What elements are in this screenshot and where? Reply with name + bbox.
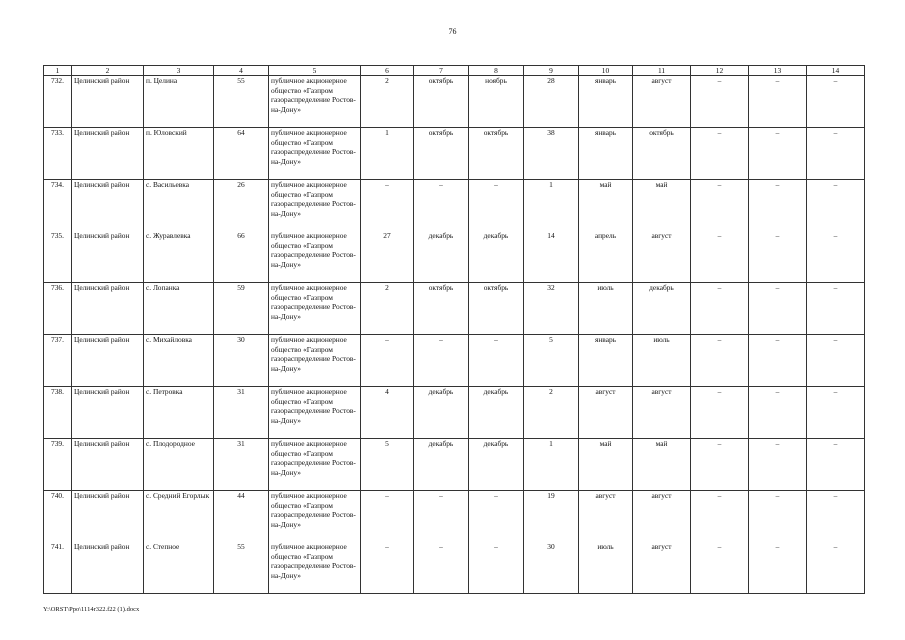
column-header: 3: [144, 66, 214, 76]
cell-c6: –: [361, 542, 414, 594]
cell-settlement: с. Васильевка: [144, 180, 214, 232]
cell-c8: –: [469, 491, 524, 543]
cell-c12: –: [691, 387, 749, 439]
cell-c10: август: [579, 387, 633, 439]
cell-district: Целинский район: [72, 439, 144, 491]
cell-c11: июль: [633, 335, 691, 387]
cell-org: публичное акционерное общество «Газпром газораспределение Ростов-на-Дону»: [269, 439, 361, 491]
column-header: 1: [44, 66, 72, 76]
cell-c7: –: [414, 335, 469, 387]
cell-c7: октябрь: [414, 128, 469, 180]
cell-c8: декабрь: [469, 439, 524, 491]
cell-c11: май: [633, 180, 691, 232]
cell-district: Целинский район: [72, 180, 144, 232]
cell-settlement: с. Степное: [144, 542, 214, 594]
cell-c4: 31: [214, 387, 269, 439]
table-row: [44, 76, 865, 128]
cell-no: 740.: [44, 491, 72, 543]
cell-c14: –: [807, 387, 865, 439]
cell-c4: 44: [214, 491, 269, 543]
cell-c11: август: [633, 231, 691, 283]
cell-c11: декабрь: [633, 283, 691, 335]
cell-c13: –: [749, 283, 807, 335]
cell-district: Целинский район: [72, 542, 144, 594]
cell-c8: октябрь: [469, 283, 524, 335]
cell-c14: –: [807, 439, 865, 491]
column-header: 2: [72, 66, 144, 76]
column-header: 12: [691, 66, 749, 76]
cell-c8: декабрь: [469, 387, 524, 439]
cell-no: 737.: [44, 335, 72, 387]
cell-c13: –: [749, 439, 807, 491]
cell-c11: август: [633, 387, 691, 439]
cell-district: Целинский район: [72, 76, 144, 128]
cell-c14: –: [807, 128, 865, 180]
data-table: [43, 65, 865, 594]
cell-no: 735.: [44, 231, 72, 283]
cell-district: Целинский район: [72, 387, 144, 439]
table-row: [44, 387, 865, 439]
cell-c9: 2: [524, 387, 579, 439]
cell-c13: –: [749, 542, 807, 594]
cell-district: Целинский район: [72, 231, 144, 283]
cell-c14: –: [807, 180, 865, 232]
cell-c10: май: [579, 439, 633, 491]
cell-c10: май: [579, 180, 633, 232]
cell-settlement: п. Юловский: [144, 128, 214, 180]
cell-c14: –: [807, 231, 865, 283]
cell-settlement: п. Целина: [144, 76, 214, 128]
cell-c11: май: [633, 439, 691, 491]
cell-no: 736.: [44, 283, 72, 335]
column-header: 6: [361, 66, 414, 76]
cell-no: 741.: [44, 542, 72, 594]
cell-c9: 32: [524, 283, 579, 335]
cell-c11: август: [633, 542, 691, 594]
column-header: 8: [469, 66, 524, 76]
cell-c9: 1: [524, 439, 579, 491]
cell-no: 734.: [44, 180, 72, 232]
cell-c6: 2: [361, 76, 414, 128]
cell-settlement: с. Плодородное: [144, 439, 214, 491]
cell-c13: –: [749, 387, 807, 439]
column-header: 13: [749, 66, 807, 76]
cell-c7: октябрь: [414, 283, 469, 335]
cell-org: публичное акционерное общество «Газпром газораспределение Ростов-на-Дону»: [269, 76, 361, 128]
cell-org: публичное акционерное общество «Газпром газораспределение Ростов-на-Дону»: [269, 128, 361, 180]
column-header: 11: [633, 66, 691, 76]
cell-c14: –: [807, 76, 865, 128]
table-row: [44, 439, 865, 491]
cell-c7: декабрь: [414, 387, 469, 439]
page-number: 76: [448, 27, 457, 36]
table-row: [44, 180, 865, 232]
cell-c10: июль: [579, 542, 633, 594]
cell-no: 739.: [44, 439, 72, 491]
column-header: 14: [807, 66, 865, 76]
cell-c7: –: [414, 491, 469, 543]
cell-c8: октябрь: [469, 128, 524, 180]
cell-c4: 64: [214, 128, 269, 180]
cell-no: 738.: [44, 387, 72, 439]
cell-c11: октябрь: [633, 128, 691, 180]
column-header: 9: [524, 66, 579, 76]
cell-c8: декабрь: [469, 231, 524, 283]
cell-c10: январь: [579, 335, 633, 387]
cell-org: публичное акционерное общество «Газпром газораспределение Ростов-на-Дону»: [269, 335, 361, 387]
table-row: [44, 128, 865, 180]
cell-district: Целинский район: [72, 283, 144, 335]
cell-c4: 59: [214, 283, 269, 335]
cell-c7: октябрь: [414, 76, 469, 128]
cell-c14: –: [807, 283, 865, 335]
cell-c7: –: [414, 542, 469, 594]
cell-c12: –: [691, 491, 749, 543]
cell-c4: 31: [214, 439, 269, 491]
cell-c9: 14: [524, 231, 579, 283]
cell-c8: –: [469, 542, 524, 594]
cell-org: публичное акционерное общество «Газпром газораспределение Ростов-на-Дону»: [269, 180, 361, 232]
cell-c11: август: [633, 491, 691, 543]
cell-c9: 38: [524, 128, 579, 180]
cell-c12: –: [691, 283, 749, 335]
cell-c11: август: [633, 76, 691, 128]
cell-c13: –: [749, 128, 807, 180]
cell-c10: апрель: [579, 231, 633, 283]
cell-c12: –: [691, 542, 749, 594]
cell-district: Целинский район: [72, 491, 144, 543]
cell-c10: июль: [579, 283, 633, 335]
cell-c4: 55: [214, 542, 269, 594]
cell-c12: –: [691, 180, 749, 232]
cell-org: публичное акционерное общество «Газпром газораспределение Ростов-на-Дону»: [269, 542, 361, 594]
cell-district: Целинский район: [72, 128, 144, 180]
cell-c9: 19: [524, 491, 579, 543]
cell-no: 732.: [44, 76, 72, 128]
cell-c6: 4: [361, 387, 414, 439]
column-header: 4: [214, 66, 269, 76]
column-header: 5: [269, 66, 361, 76]
cell-c12: –: [691, 231, 749, 283]
cell-org: публичное акционерное общество «Газпром газораспределение Ростов-на-Дону»: [269, 231, 361, 283]
cell-settlement: с. Лопанка: [144, 283, 214, 335]
cell-c6: 2: [361, 283, 414, 335]
table-row: [44, 542, 865, 594]
cell-c14: –: [807, 542, 865, 594]
cell-c4: 66: [214, 231, 269, 283]
cell-c12: –: [691, 335, 749, 387]
table-row: [44, 491, 865, 543]
cell-c6: –: [361, 180, 414, 232]
file-path: Y:\ORST\Ppo\1114r322.f22 (1).docx: [43, 606, 140, 613]
cell-org: публичное акционерное общество «Газпром газораспределение Ростов-на-Дону»: [269, 491, 361, 543]
cell-org: публичное акционерное общество «Газпром газораспределение Ростов-на-Дону»: [269, 283, 361, 335]
cell-settlement: с. Средний Егорлык: [144, 491, 214, 543]
cell-c14: –: [807, 491, 865, 543]
cell-c6: –: [361, 491, 414, 543]
cell-c6: –: [361, 335, 414, 387]
cell-c9: 30: [524, 542, 579, 594]
column-header: 10: [579, 66, 633, 76]
cell-district: Целинский район: [72, 335, 144, 387]
cell-c8: ноябрь: [469, 76, 524, 128]
cell-c4: 26: [214, 180, 269, 232]
cell-settlement: с. Михайловка: [144, 335, 214, 387]
cell-c9: 1: [524, 180, 579, 232]
table-row: [44, 283, 865, 335]
cell-settlement: с. Журавлевка: [144, 231, 214, 283]
cell-c12: –: [691, 439, 749, 491]
cell-c4: 30: [214, 335, 269, 387]
cell-c8: –: [469, 335, 524, 387]
header-row: [44, 66, 865, 76]
column-header: 7: [414, 66, 469, 76]
cell-c7: декабрь: [414, 231, 469, 283]
cell-c6: 5: [361, 439, 414, 491]
cell-c6: 1: [361, 128, 414, 180]
cell-settlement: с. Петровка: [144, 387, 214, 439]
cell-c10: август: [579, 491, 633, 543]
cell-org: публичное акционерное общество «Газпром газораспределение Ростов-на-Дону»: [269, 387, 361, 439]
cell-no: 733.: [44, 128, 72, 180]
cell-c13: –: [749, 76, 807, 128]
cell-c7: –: [414, 180, 469, 232]
cell-c10: январь: [579, 128, 633, 180]
cell-c9: 5: [524, 335, 579, 387]
table-row: [44, 231, 865, 283]
cell-c13: –: [749, 180, 807, 232]
cell-c4: 55: [214, 76, 269, 128]
table-body: [44, 76, 865, 594]
cell-c9: 28: [524, 76, 579, 128]
cell-c13: –: [749, 491, 807, 543]
cell-c14: –: [807, 335, 865, 387]
cell-c13: –: [749, 335, 807, 387]
cell-c12: –: [691, 76, 749, 128]
cell-c6: 27: [361, 231, 414, 283]
cell-c10: январь: [579, 76, 633, 128]
cell-c8: –: [469, 180, 524, 232]
cell-c12: –: [691, 128, 749, 180]
cell-c7: декабрь: [414, 439, 469, 491]
table-row: [44, 335, 865, 387]
cell-c13: –: [749, 231, 807, 283]
